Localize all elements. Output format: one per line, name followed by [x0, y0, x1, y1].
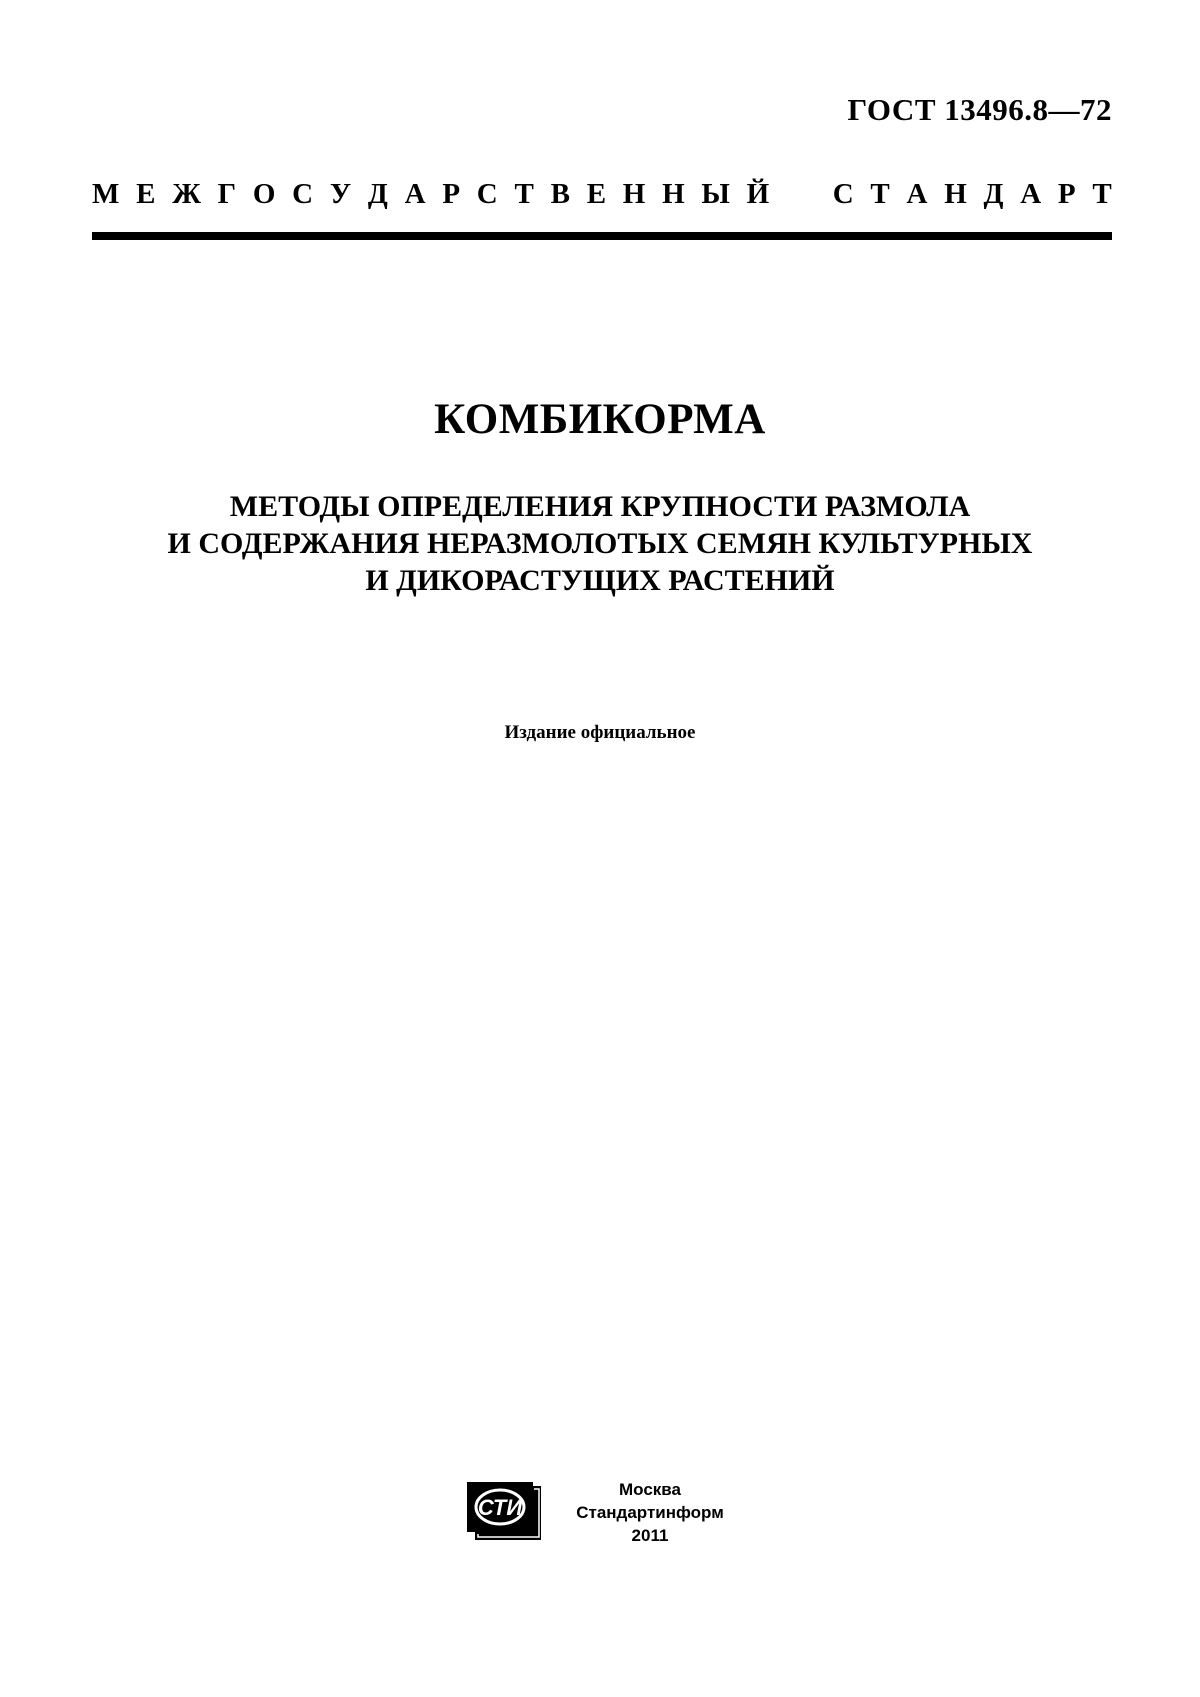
- logo-lettering: СТИ: [477, 1495, 523, 1520]
- heading-letter: С: [292, 178, 314, 210]
- document-subtitle: [0, 488, 1200, 599]
- edition-note: Издание официальное: [504, 722, 696, 743]
- standard-type-heading: [92, 178, 1112, 211]
- heading-letter: Й: [746, 178, 770, 210]
- header-divider: [92, 232, 1112, 240]
- heading-letter: Д: [367, 178, 388, 210]
- heading-letter: Т: [870, 178, 890, 210]
- heading-letter: Н: [944, 178, 967, 210]
- publisher-name: Стандартинформ: [576, 1503, 724, 1522]
- heading-letter: В: [550, 178, 570, 210]
- heading-letter: Д: [983, 178, 1004, 210]
- publisher-logo: [467, 1482, 543, 1540]
- heading-word-gap: [786, 178, 816, 211]
- subtitle-line: И ДИКОРАСТУЩИХ РАСТЕНИЙ: [365, 564, 835, 597]
- heading-letter: У: [329, 178, 352, 210]
- heading-letter: А: [404, 178, 426, 210]
- publisher-block: [560, 1478, 740, 1547]
- heading-letter: С: [476, 178, 498, 210]
- document-title: КОМБИКОРМА: [434, 396, 766, 443]
- heading-letter: Р: [442, 178, 461, 210]
- heading-letter: Г: [217, 178, 237, 210]
- heading-letter: Р: [1057, 178, 1076, 210]
- heading-letter: С: [832, 178, 854, 210]
- heading-letter: О: [252, 178, 276, 210]
- heading-letter: Н: [662, 178, 685, 210]
- heading-letter: А: [1020, 178, 1042, 210]
- subtitle-line: МЕТОДЫ ОПРЕДЕЛЕНИЯ КРУПНОСТИ РАЗМОЛА: [229, 490, 971, 523]
- document-code: ГОСТ 13496.8—72: [847, 92, 1112, 127]
- heading-letter: Е: [586, 178, 607, 210]
- publication-year: 2011: [631, 1526, 669, 1545]
- subtitle-line: И СОДЕРЖАНИЯ НЕРАЗМОЛОТЫХ СЕМЯН КУЛЬТУРНЫХ: [167, 527, 1033, 560]
- heading-letter: Ы: [701, 178, 730, 210]
- heading-letter: Е: [136, 178, 156, 210]
- heading-letter: М: [92, 178, 120, 210]
- publisher-city: Москва: [619, 1480, 681, 1499]
- heading-letter: Т: [1092, 178, 1112, 210]
- heading-letter: А: [906, 178, 928, 210]
- heading-letter: Ж: [172, 178, 201, 210]
- heading-letter: Т: [514, 178, 534, 210]
- heading-letter: Н: [622, 178, 646, 210]
